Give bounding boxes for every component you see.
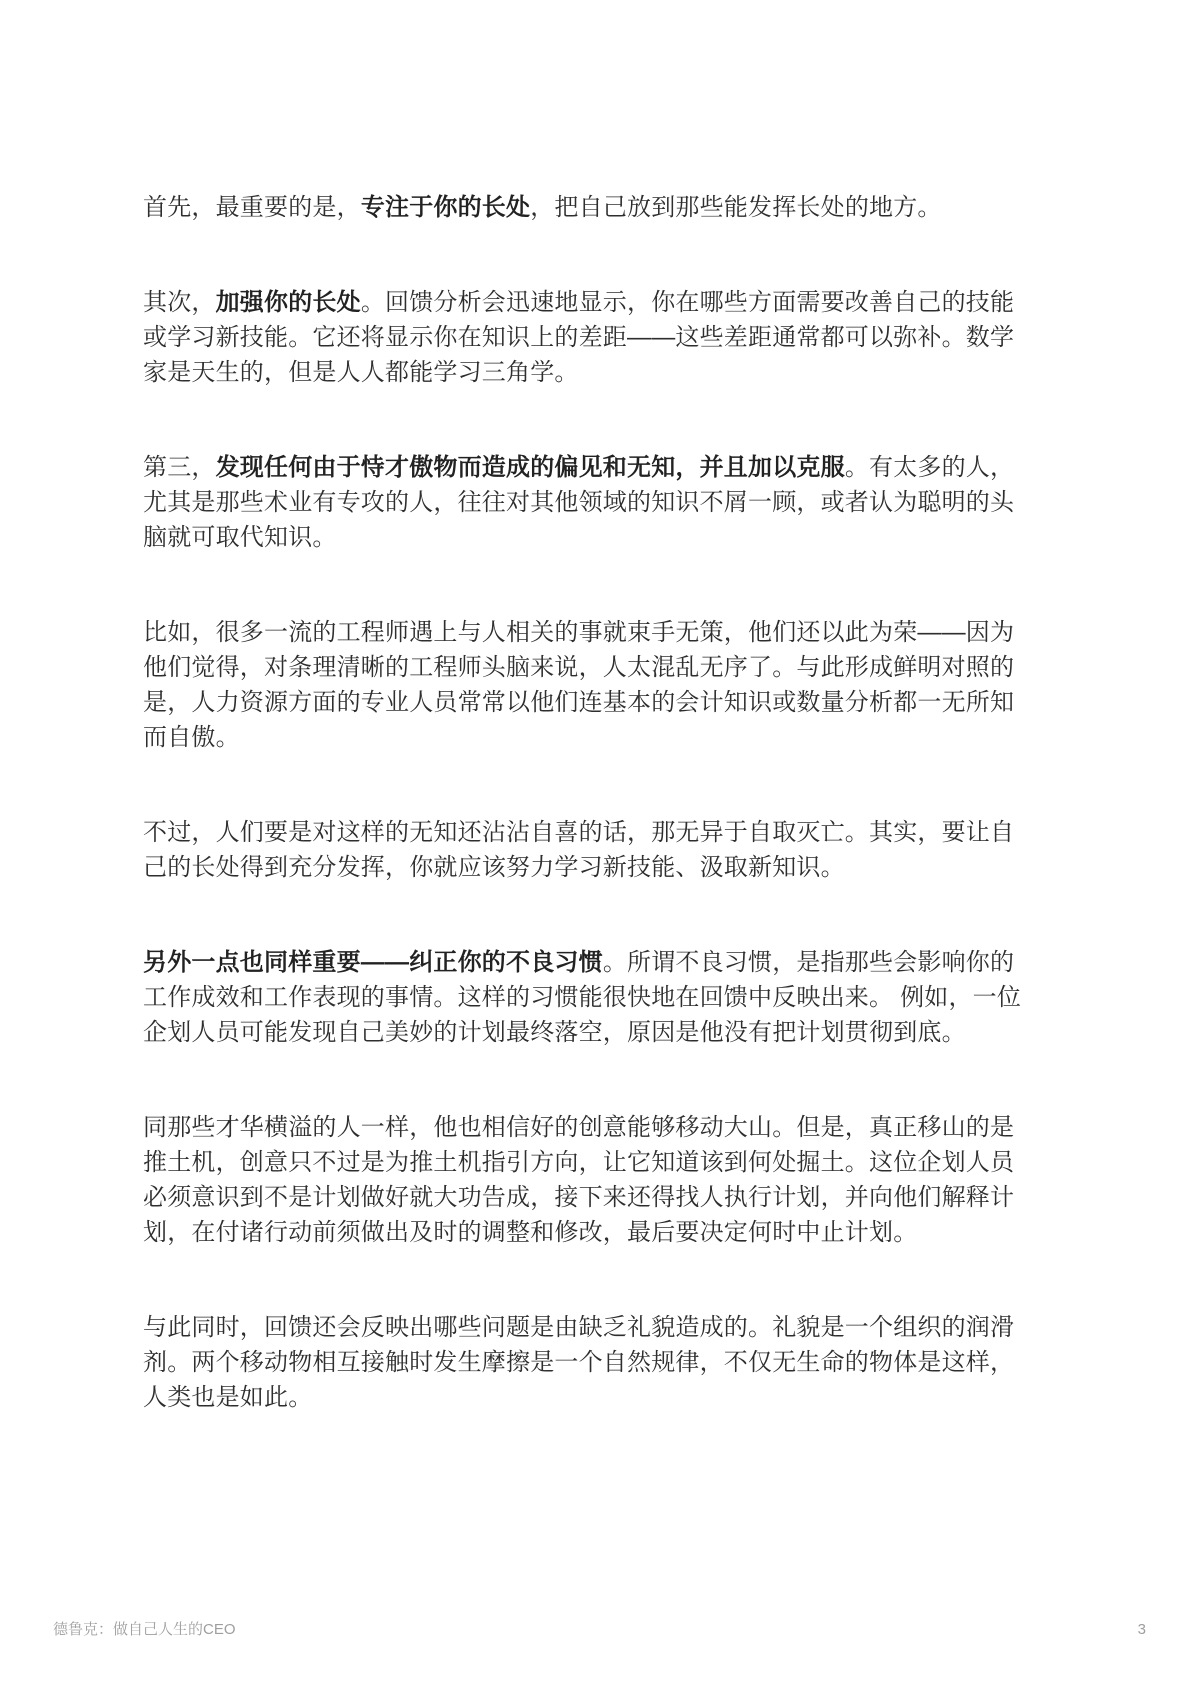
footer-book-title: 德鲁克：做自己人生的CEO bbox=[53, 1621, 236, 1638]
page-footer bbox=[53, 1620, 1146, 1640]
text-run-bold: 另外一点也同样重要——纠正你的不良习惯 bbox=[143, 949, 603, 976]
paragraph-2 bbox=[143, 285, 1023, 390]
paragraph-8 bbox=[143, 1310, 1023, 1415]
text-run: 首先，最重要的是， bbox=[143, 194, 361, 221]
text-run: 其次， bbox=[143, 289, 216, 316]
paragraph-4 bbox=[143, 615, 1023, 755]
text-run: 。有太多的人，尤其是那些术业有专攻的人，往往对其他领域的知识不屑一顾，或者认为聪明的头脑就可取代知识。 bbox=[143, 454, 1015, 551]
page-content bbox=[143, 190, 1023, 1415]
text-run: ，把自己放到那些能发挥长处的地方。 bbox=[530, 194, 942, 221]
text-run-bold: 加强你的长处 bbox=[215, 289, 361, 316]
text-run: 。回馈分析会迅速地显示，你在哪些方面需要改善自己的技能或学习新技能。它还将显示你在知识上的差距——这些差距通常都可以弥补。数学家是天生的，但是人人都能学习三角学。 bbox=[143, 289, 1015, 386]
footer-page-number: 3 bbox=[1137, 1621, 1146, 1638]
text-run: 与此同时，回馈还会反映出哪些问题是由缺乏礼貌造成的。礼貌是一个组织的润滑剂。两个移动物相互接触时发生摩擦是一个自然规律，不仅无生命的物体是这样，人类也是如此。 bbox=[143, 1314, 1015, 1411]
text-run-bold: 专注于你的长处 bbox=[360, 194, 531, 221]
text-run: 比如，很多一流的工程师遇上与人相关的事就束手无策，他们还以此为荣——因为他们觉得，对条理清晰的工程师头脑来说，人太混乱无序了。与此形成鲜明对照的是，人力资源方面的专业人员常常以他们连基本的会计知识或数量分析都一无所知而自傲。 bbox=[143, 619, 1015, 751]
paragraph-7 bbox=[143, 1110, 1023, 1250]
text-run: 不过，人们要是对这样的无知还沾沾自喜的话，那无异于自取灭亡。其实，要让自己的长处得到充分发挥，你就应该努力学习新技能、汲取新知识。 bbox=[143, 819, 1015, 881]
text-run: 。所谓不良习惯，是指那些会影响你的工作成效和工作表现的事情。这样的习惯能很快地在回馈中反映出来。 例如，一位企划人员可能发现自己美妙的计划最终落空，原因是他没有把计划贯彻到底。 bbox=[143, 949, 1022, 1046]
paragraph-5 bbox=[143, 815, 1023, 885]
text-run-bold: 发现任何由于恃才傲物而造成的偏见和无知，并且加以克服 bbox=[215, 454, 845, 481]
text-run: 同那些才华横溢的人一样，他也相信好的创意能够移动大山。但是，真正移山的是推土机，创意只不过是为推土机指引方向，让它知道该到何处掘土。这位企划人员必须意识到不是计划做好就大功告成，接下来还得找人执行计划，并向他们解释计划，在付诸行动前须做出及时的调整和修改，最后要决定何时中止计划。 bbox=[143, 1114, 1015, 1246]
paragraph-3 bbox=[143, 450, 1023, 555]
paragraph-1 bbox=[143, 190, 1023, 225]
text-run: 第三， bbox=[143, 454, 216, 481]
paragraph-6 bbox=[143, 945, 1023, 1050]
